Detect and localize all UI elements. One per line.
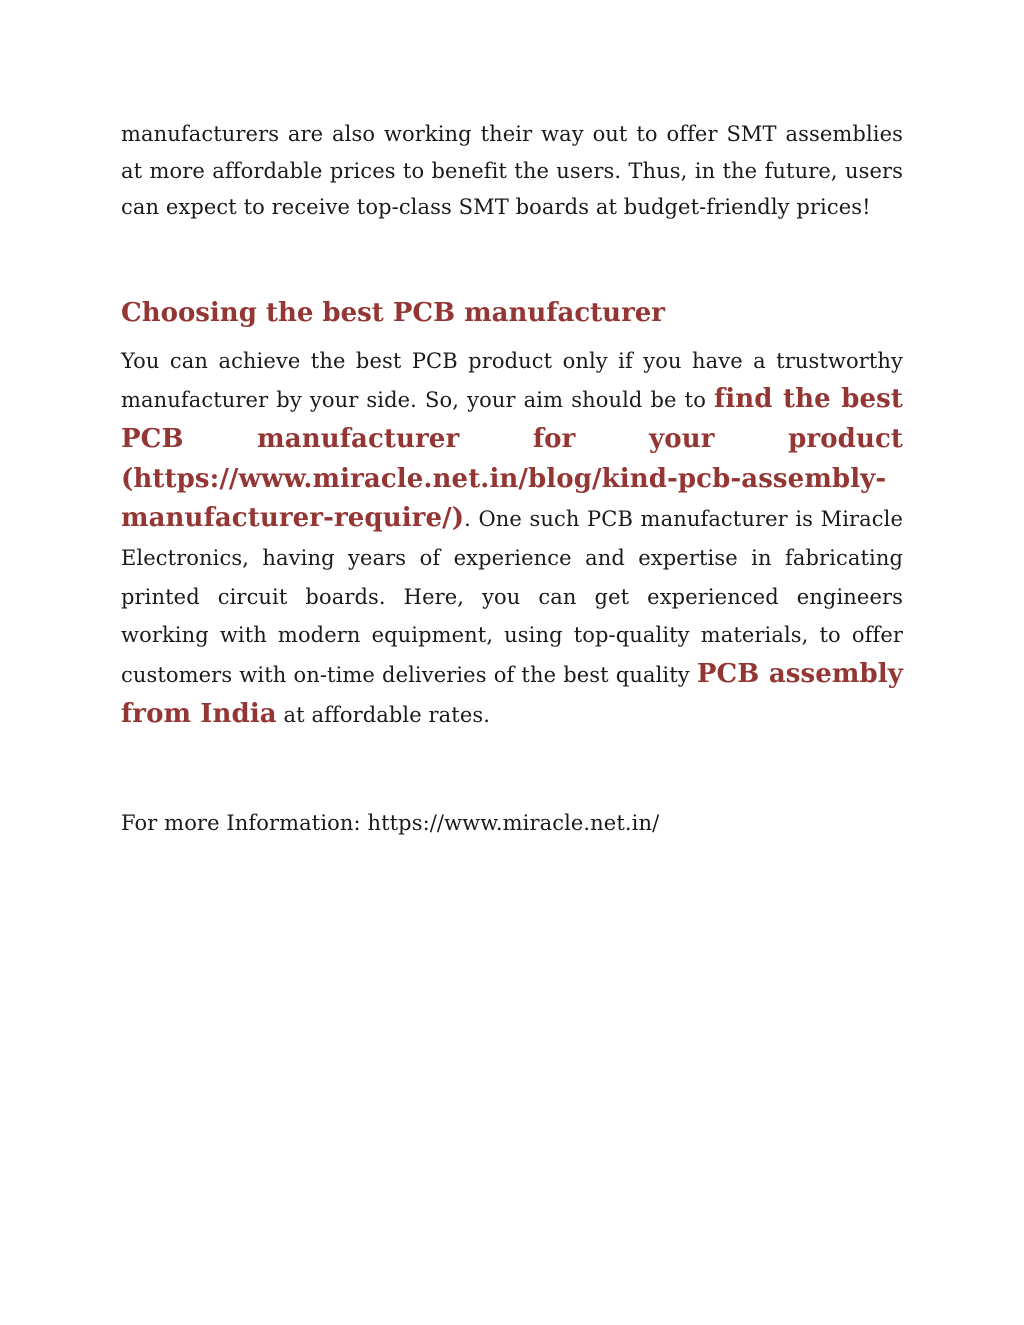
document-page — [121, 116, 903, 841]
paragraph-text-start: You can achieve the best PCB product only if you have a trustworthy manufacturer by your side. So, your aim should be to — [121, 348, 903, 413]
intro-paragraph: manufacturers are also working their way out to offer SMT assemblies at more affordable prices to benefit the users. Thus, in the future, users can expect to receive top-class SMT boards at budget-friendly prices! — [121, 122, 903, 219]
more-information-line: For more Information: https://www.miracle.net.in/ — [121, 810, 660, 835]
section-heading: Choosing the best PCB manufacturer — [121, 297, 666, 328]
section-paragraph — [121, 342, 903, 735]
paragraph-text-end: at affordable rates. — [276, 702, 491, 727]
pcb-assembly-india-link[interactable]: PCB assembly from India — [121, 659, 903, 729]
pcb-manufacturer-link[interactable]: find the best PCB manufacturer for your product (https://www.miracle.net.in/blog/kind-pcb-assembly-manufacturer-require/) — [121, 384, 903, 534]
paragraph-text-middle: . One such PCB manufacturer is Miracle Electronics, having years of experience and expertise in fabricating printed circuit boards. Here, you can get experienced engineers working with modern equipment, using top-quality materials, to offer customers with on-time deliveries of the best quality — [121, 507, 903, 688]
